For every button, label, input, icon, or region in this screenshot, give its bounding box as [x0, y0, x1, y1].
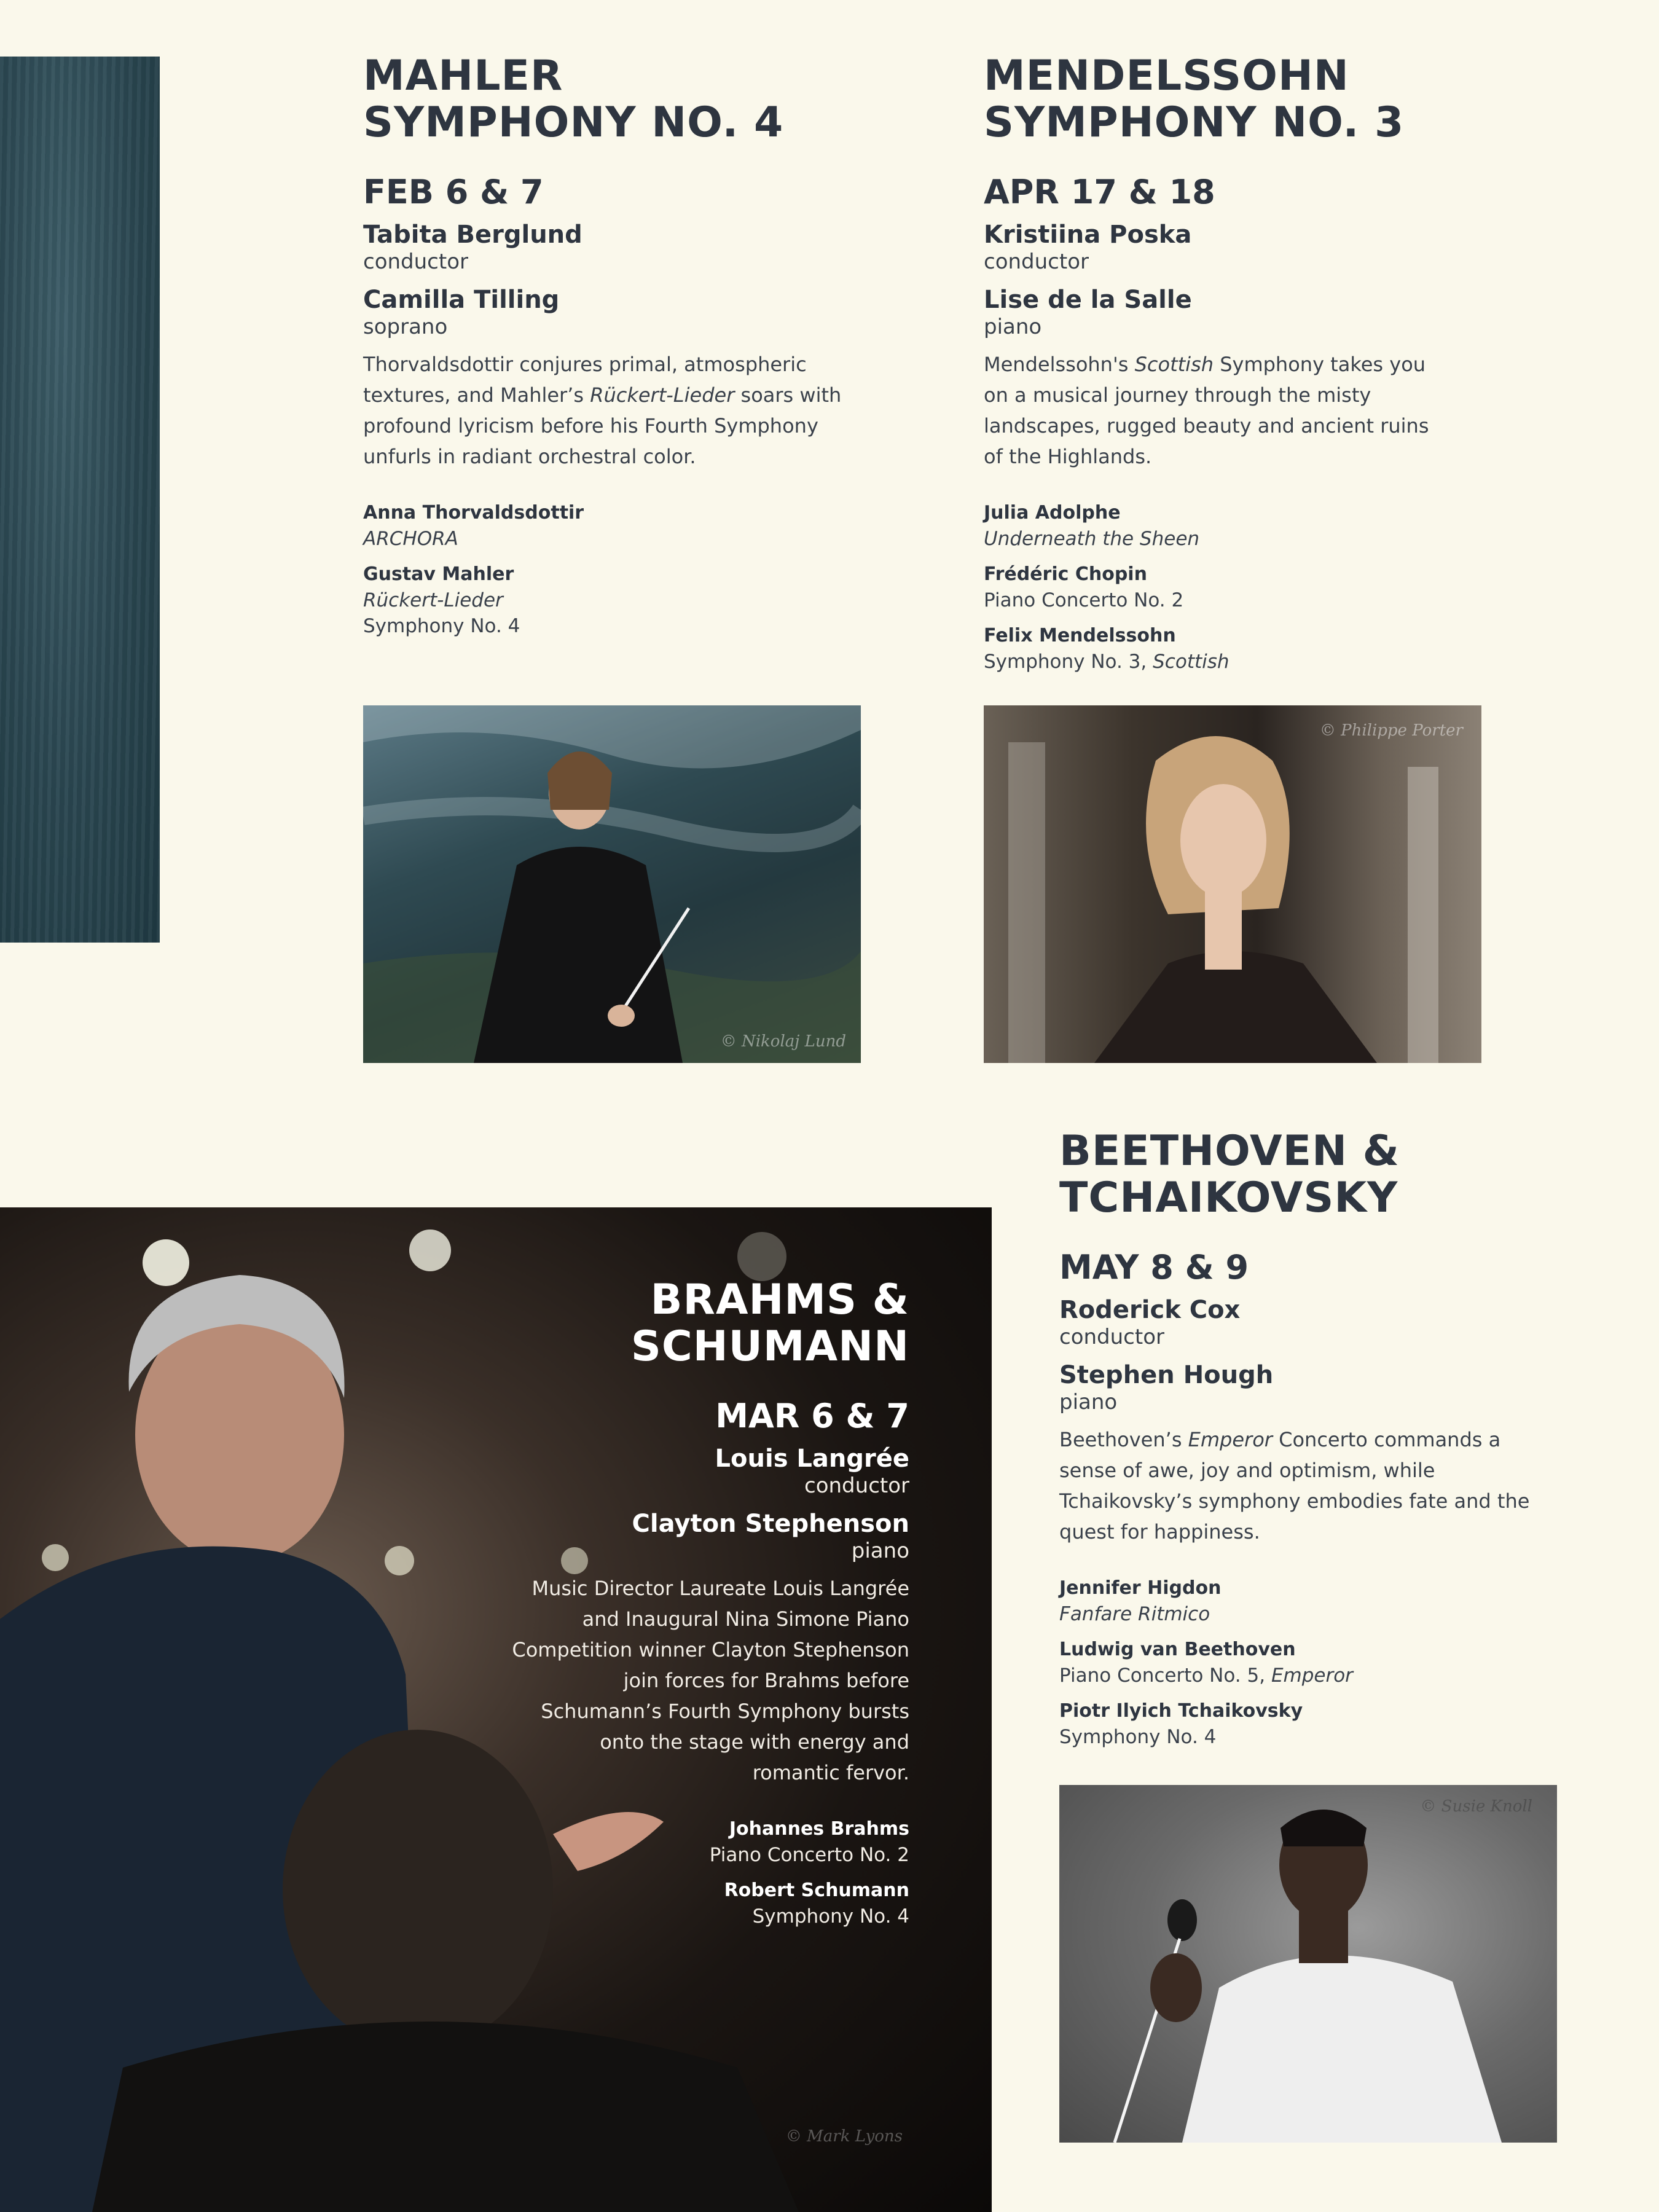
concert-title — [984, 53, 1488, 146]
concert-description: Beethoven’s Emperor Concerto commands a sense of awe, joy and optimism, while Tchaikovsky’s symphony embodies fate and the quest for happiness. — [1059, 1428, 1530, 1543]
concert-title — [363, 53, 867, 146]
concert-title — [510, 1277, 909, 1370]
artist-name: Clayton Stephenson — [632, 1510, 909, 1538]
composer-name: Robert Schumann — [724, 1880, 909, 1901]
composer-name: Frédéric Chopin — [984, 563, 1147, 585]
concert-date: MAY 8 & 9 — [1059, 1248, 1249, 1287]
composer-name: Johannes Brahms — [729, 1818, 909, 1840]
title-line-2: SYMPHONY NO. 3 — [984, 98, 1405, 147]
title-line-2: SCHUMANN — [630, 1322, 909, 1371]
photo-credit: © Mark Lyons — [785, 2127, 903, 2146]
artist-role: conductor — [984, 249, 1089, 274]
concert-date: FEB 6 & 7 — [363, 173, 544, 211]
work-title: Piano Concerto No. 5, Emperor — [1059, 1665, 1353, 1687]
photo-credit: © Susie Knoll — [1420, 1797, 1532, 1816]
artist — [510, 1444, 909, 1498]
artist-name: Tabita Berglund — [363, 221, 582, 249]
program-list — [1059, 1575, 1563, 1750]
artist-name: Louis Langrée — [715, 1445, 909, 1473]
work-title: Fanfare Ritmico — [1059, 1603, 1210, 1625]
artist-role: conductor — [804, 1473, 909, 1498]
artist — [363, 285, 867, 339]
concert-description: Music Director Laureate Louis Langrée and Inaugural Nina Simone Piano Competition winner Clayton Stephenson join forces for Brahms before Schumann’s Fourth Symphony bursts onto the stage with energy and romantic fervor. — [512, 1577, 909, 1784]
concert-beethoven — [1059, 1128, 1563, 1760]
program-item — [510, 1816, 909, 1868]
artist-name: Kristiina Poska — [984, 221, 1192, 249]
program-item — [984, 500, 1488, 552]
program-item — [1059, 1575, 1563, 1627]
decorative-teal-image — [0, 57, 160, 943]
concert-date: APR 17 & 18 — [984, 173, 1215, 211]
work-title: Rückert-Lieder — [363, 589, 503, 611]
artist-name: Camilla Tilling — [363, 286, 560, 314]
artist — [984, 285, 1488, 339]
artist-role: piano — [851, 1539, 909, 1563]
photo-tabita-berglund — [363, 705, 861, 1063]
work-title: Symphony No. 4 — [363, 615, 520, 637]
concert-date: MAR 6 & 7 — [715, 1397, 909, 1435]
composer-name: Gustav Mahler — [363, 563, 514, 585]
artist — [1059, 1295, 1563, 1349]
concert-description: Mendelssohn's Scottish Symphony takes you on a musical journey through the misty landscapes, rugged beauty and ancient ruins of the Highlands. — [984, 353, 1429, 468]
work-title: Piano Concerto No. 2 — [709, 1844, 909, 1866]
program-list — [984, 500, 1488, 675]
composer-name: Ludwig van Beethoven — [1059, 1639, 1296, 1660]
composer-name: Felix Mendelssohn — [984, 625, 1176, 646]
artist-name: Roderick Cox — [1059, 1296, 1241, 1324]
concert-title — [1059, 1128, 1563, 1222]
work-title: Symphony No. 3, Scottish — [984, 651, 1230, 673]
composer-name: Anna Thorvaldsdottir — [363, 502, 584, 524]
artist-role: soprano — [363, 315, 448, 339]
pianist-portrait-illustration — [984, 705, 1481, 1063]
artist-name: Lise de la Salle — [984, 286, 1192, 314]
work-title: Symphony No. 4 — [1059, 1726, 1217, 1748]
artist-role: piano — [1059, 1390, 1118, 1414]
work-title: Piano Concerto No. 2 — [984, 589, 1184, 611]
program-item — [363, 500, 867, 552]
artist — [510, 1509, 909, 1563]
title-line-2: TCHAIKOVSKY — [1059, 1174, 1398, 1222]
program-item — [984, 562, 1488, 613]
photo-lise-de-la-salle — [984, 705, 1481, 1063]
photo-credit: © Nikolaj Lund — [720, 1032, 846, 1051]
title-line-1: MAHLER — [363, 52, 563, 100]
program-list — [363, 500, 867, 639]
program-item — [510, 1878, 909, 1929]
title-line-1: BRAHMS & — [650, 1276, 909, 1324]
program-item — [363, 562, 867, 639]
composer-name: Julia Adolphe — [984, 502, 1121, 524]
program-list — [510, 1816, 909, 1929]
conductor-portrait-illustration — [363, 705, 861, 1063]
program-item — [1059, 1637, 1563, 1688]
title-line-2: SYMPHONY NO. 4 — [363, 98, 784, 147]
photo-roderick-cox — [1059, 1785, 1557, 2143]
title-line-1: MENDELSSOHN — [984, 52, 1349, 100]
concert-description: Thorvaldsdottir conjures primal, atmospheric textures, and Mahler’s Rückert-Lieder soars with profound lyricism before his Fourth Symphony unfurls in radiant orchestral color. — [363, 353, 842, 468]
artist-name: Stephen Hough — [1059, 1361, 1274, 1389]
artist-role: piano — [984, 315, 1042, 339]
composer-name: Piotr Ilyich Tchaikovsky — [1059, 1700, 1303, 1722]
artist-role: conductor — [363, 249, 468, 274]
photo-credit: © Philippe Porter — [1319, 721, 1463, 740]
concert-brahms — [510, 1277, 909, 1939]
work-title: ARCHORA — [363, 528, 458, 550]
concert-mahler — [363, 53, 867, 649]
artist — [1059, 1360, 1563, 1414]
conductor-portrait-illustration — [1059, 1785, 1557, 2143]
artist-role: conductor — [1059, 1325, 1164, 1349]
concert-mendelssohn — [984, 53, 1488, 684]
program-item — [1059, 1698, 1563, 1750]
work-title: Symphony No. 4 — [752, 1905, 909, 1928]
artist — [363, 220, 867, 274]
artist — [984, 220, 1488, 274]
program-item — [984, 623, 1488, 675]
composer-name: Jennifer Higdon — [1059, 1577, 1222, 1599]
work-title: Underneath the Sheen — [984, 528, 1200, 550]
title-line-1: BEETHOVEN & — [1059, 1127, 1400, 1175]
